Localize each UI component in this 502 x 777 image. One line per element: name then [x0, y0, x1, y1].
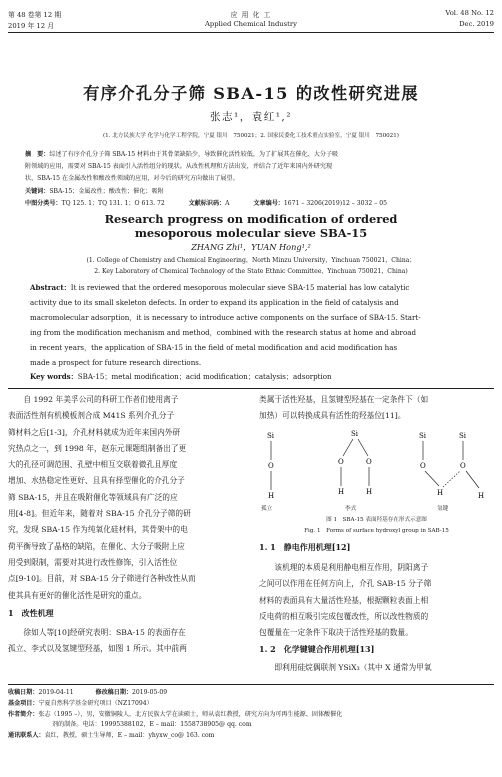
fund-label: 基金项目： — [8, 699, 39, 707]
intro-line: 究热点之一，到 1998 年，赵东元课题组制备出了更 — [8, 443, 187, 453]
keywords-cn-text: SBA-15；金属改性；酸改性；催化；吸附 — [49, 188, 164, 195]
abstract-en-line: activity due to its small skeleton defects. In order to expand its application in the field of catalysis and — [30, 298, 399, 308]
figure-caption-en: Fig. 1 Forms of surface hydroxyl group in SAB-15 — [304, 528, 449, 534]
section11-paragraph — [259, 560, 494, 641]
footer-corresponding — [8, 731, 494, 742]
abstract-cn — [25, 149, 480, 185]
clc-label: 中图分类号： — [25, 200, 62, 207]
atom-o: O — [268, 462, 274, 470]
abstract-cn-label: 摘 要： — [25, 151, 50, 158]
header-date: 2019 年 12 月 — [8, 22, 55, 30]
atom-o: O — [420, 462, 426, 470]
label-geminal: 李式 — [345, 506, 357, 512]
title-en-line2: mesoporous molecular sieve SBA-15 — [134, 226, 368, 240]
intro-line: 大的孔径可调范围、孔壁中相互交联着微孔且厚度 — [8, 460, 178, 470]
doc-code-value: A — [225, 200, 230, 207]
article-id-value: 1671 – 3206(2019)12 – 3032 – 05 — [283, 200, 387, 207]
section11-line: 反电荷的相互吸引完成包覆改性，所以改性物质的 — [259, 611, 429, 621]
footer-notes — [8, 688, 494, 742]
label-isolated: 孤立 — [261, 506, 273, 512]
affiliation-cn: (1. 北方民族大学 化学与化学工程学院，宁夏 银川 750021；2. 国家民委化工技术重点实验室，宁夏 银川 750021) — [103, 133, 399, 139]
atom-si: Si — [267, 432, 275, 440]
title-cn: 有序介孔分子筛 SBA-15 的改性研究进展 — [83, 84, 419, 103]
fund-text: 宁夏自然科学基金研究项目（NZ17094） — [38, 699, 153, 707]
authors-cn: 张志¹，袁红¹,² — [210, 111, 292, 123]
affiliation-en-line1: (1. College of Chemistry and Chemical Engineering，North Minzu University，Yinchuan 750021，China； — [86, 257, 416, 264]
section1-line: 孤立、李式以及氢键型羟基，如图 1 所示。其中前两 — [8, 644, 187, 654]
header-journal-en: Applied Chemical Industry — [204, 20, 297, 28]
abstract-cn-line: 附领域的应用，需要对 SBA-15 表面引入活性组分的现状。从改性机理和方法出发，并结合了近年来国内外研究现 — [25, 163, 333, 170]
col2-top-paragraph — [259, 392, 494, 425]
intro-line: 自 1992 年美孚公司的科研工作者们使用离子 — [8, 395, 179, 404]
atom-o: O — [366, 458, 372, 466]
intro-line: 筛材料之后[1-3]，介孔材料就成为近年来国内外研 — [8, 427, 181, 437]
clc-value: TQ 125. 1；TQ 131. 1；O 613. 72 — [61, 200, 165, 207]
footer-author — [8, 710, 494, 721]
intro-line: 用[4-8]。但近年来，随着对 SBA-15 介孔分子筛的研 — [8, 509, 191, 519]
figure-caption-cn: 图 1 SBA-15 表面羟基存在形式示意图 — [326, 517, 427, 523]
intro-line: 点[9-10]。目前，对 SBA-15 分子筛进行各种改性从而 — [8, 574, 196, 584]
intro-line: 表面活性剂有机模板剂合成 M41S 系列介孔分子 — [8, 411, 175, 421]
received-date: 2019-04-11 — [38, 689, 74, 696]
intro-line: 使其具有更好的催化活性是研究的重点。 — [8, 590, 147, 600]
abstract-en-line: ing from the modification mechanism and method，combined with the research status at home and abroad — [30, 328, 416, 338]
authors-en: ZHANG Zhi¹，YUAN Hong¹,² — [191, 242, 311, 252]
abstract-cn-line: 综述了有序介孔分子筛 SBA-15 材料由于其骨架缺陷少，导致催化活性较低，为了扩展其在催化、大分子吸 — [49, 151, 339, 158]
abstract-en-line: macromolecular adsorption，it is necessary to introduce active components on the surface of SBA-15. Start- — [30, 313, 421, 323]
atom-si: Si — [459, 432, 467, 440]
atom-h: H — [338, 488, 345, 496]
header-date-en: Dec. 2019 — [459, 20, 494, 28]
atom-o: O — [460, 462, 466, 470]
article-id-label: 文章编号： — [253, 200, 284, 207]
affiliation-en-line2: 2. Key Laboratory of Chemical Technology of the State Ethnic Committee，Yinchuan 750021，China) — [94, 268, 408, 275]
header-vol-en: Vol. 48 No. 12 — [445, 9, 494, 17]
abstract-en-line: in recent years，the application of SBA-15 in the field of metal modification and acid modification has — [30, 343, 398, 353]
section-heading-1: 1 改性机理 — [8, 608, 54, 618]
keywords-cn-label: 关键词： — [25, 188, 50, 195]
atom-si: Si — [419, 432, 427, 440]
keywords-en-text: SBA-15；metal modification；acid modification；catalysis；adsorption — [77, 372, 332, 381]
abstract-en — [30, 280, 470, 371]
doc-code-label: 文献标识码： — [188, 200, 226, 207]
keywords-cn — [25, 186, 164, 195]
author-bio-text: 张志（1995 –），男，安徽铜陵人，北方民族大学在读硕士，师从袁红教授，研究方向为可再生能源、固体酸催化 — [38, 710, 343, 718]
atom-si: Si — [351, 430, 359, 438]
keywords-en-label: Key words： — [30, 372, 78, 381]
header-journal-cn: 应 用 化 工 — [230, 11, 272, 19]
col2-line: 类属于活性羟基，且氢键型羟基在一定条件下（如 — [259, 395, 429, 404]
title-en-line1: Research progress on modification of ordered — [104, 212, 398, 226]
corresponding-label: 通讯联系人： — [8, 732, 45, 740]
section11-line: 材料的表面具有大量活性羟基，根据颗粒表面上相 — [259, 595, 429, 605]
footer-fund — [8, 699, 494, 710]
header-rule — [8, 32, 494, 33]
section1-line: 徐如人等[10]经研究表明：SBA-15 的表面存在 — [8, 628, 186, 637]
footer-dates — [8, 688, 494, 699]
atom-h: H — [437, 489, 444, 497]
intro-line: 筛 SBA-15，并且在吸附催化等领域具有广泛的应 — [8, 492, 178, 502]
intro-line: 用受到限制，需要对其进行改性修饰，引入活性位 — [8, 557, 178, 567]
keywords-en — [30, 372, 332, 382]
corresponding-text: 袁红，教授，硕士生导师，E – mail：yhyxw_co@ 163. com — [44, 732, 215, 740]
atom-o: O — [338, 458, 344, 466]
atom-h: H — [478, 492, 485, 500]
received-label: 收稿日期： — [8, 689, 39, 696]
atom-h: H — [268, 492, 275, 500]
revised-label: 修改稿日期： — [95, 689, 133, 696]
author-bio-label: 作者简介： — [8, 710, 39, 718]
section-heading-1-1: 1. 1 静电作用机理[12] — [259, 542, 351, 552]
section1-paragraph — [8, 625, 244, 658]
classification-line — [25, 198, 387, 207]
intro-line: 究，发现 SBA-15 作为纯氧化硅材料，其骨架中的电 — [8, 525, 188, 535]
intro-paragraph — [8, 392, 244, 604]
header-volume: 第 48 卷第 12 期 — [8, 11, 62, 19]
revised-date: 2019-05-09 — [132, 689, 168, 696]
section11-line: 该机理的本质是利用静电相互作用，阴阳离子 — [259, 563, 429, 572]
author-bio-contact: 剂的制备。电话：19995388102，E – mail：1558738905@ qq. com — [52, 721, 252, 729]
section-heading-1-2: 1. 2 化学键键合作用机理[13] — [259, 644, 375, 654]
section11-line: 之间可以作用在任何方向上，介孔 SAB-15 分子筛 — [259, 579, 432, 589]
abstract-en-line: It is reviewed that the ordered mesoporous molecular sieve SBA-15 material has low catalytic — [70, 283, 410, 292]
col2-line: 加热）可以转换成具有活性的羟基位[11]。 — [259, 411, 406, 421]
intro-line: 增加、水热稳定性更好、且具有择型催化的介孔分子 — [8, 476, 185, 486]
section12-paragraph — [259, 660, 494, 676]
abstract-en-label: Abstract： — [30, 283, 71, 292]
label-hbonded: 氢键 — [437, 506, 449, 512]
abstract-cn-line: 状，SBA-15 在金属改性和酸改性领域的应用，对今后的研究方向做出了展望。 — [25, 175, 239, 182]
abstract-rule — [8, 388, 494, 389]
figure-1 — [259, 424, 494, 538]
intro-line: 荷平衡导致了晶格的缺陷，在催化、大分子吸附上应 — [8, 541, 185, 551]
section12-line: 即利用硅烷偶联剂 YSiX₃（其中 X 通常为甲氧 — [259, 663, 432, 672]
abstract-en-line: made a prospect for future research directions. — [30, 358, 202, 368]
footer-rule — [8, 684, 494, 685]
atom-h: H — [366, 488, 373, 496]
section11-line: 包覆量在一定条件下取决于活性羟基的数量。 — [259, 628, 413, 638]
